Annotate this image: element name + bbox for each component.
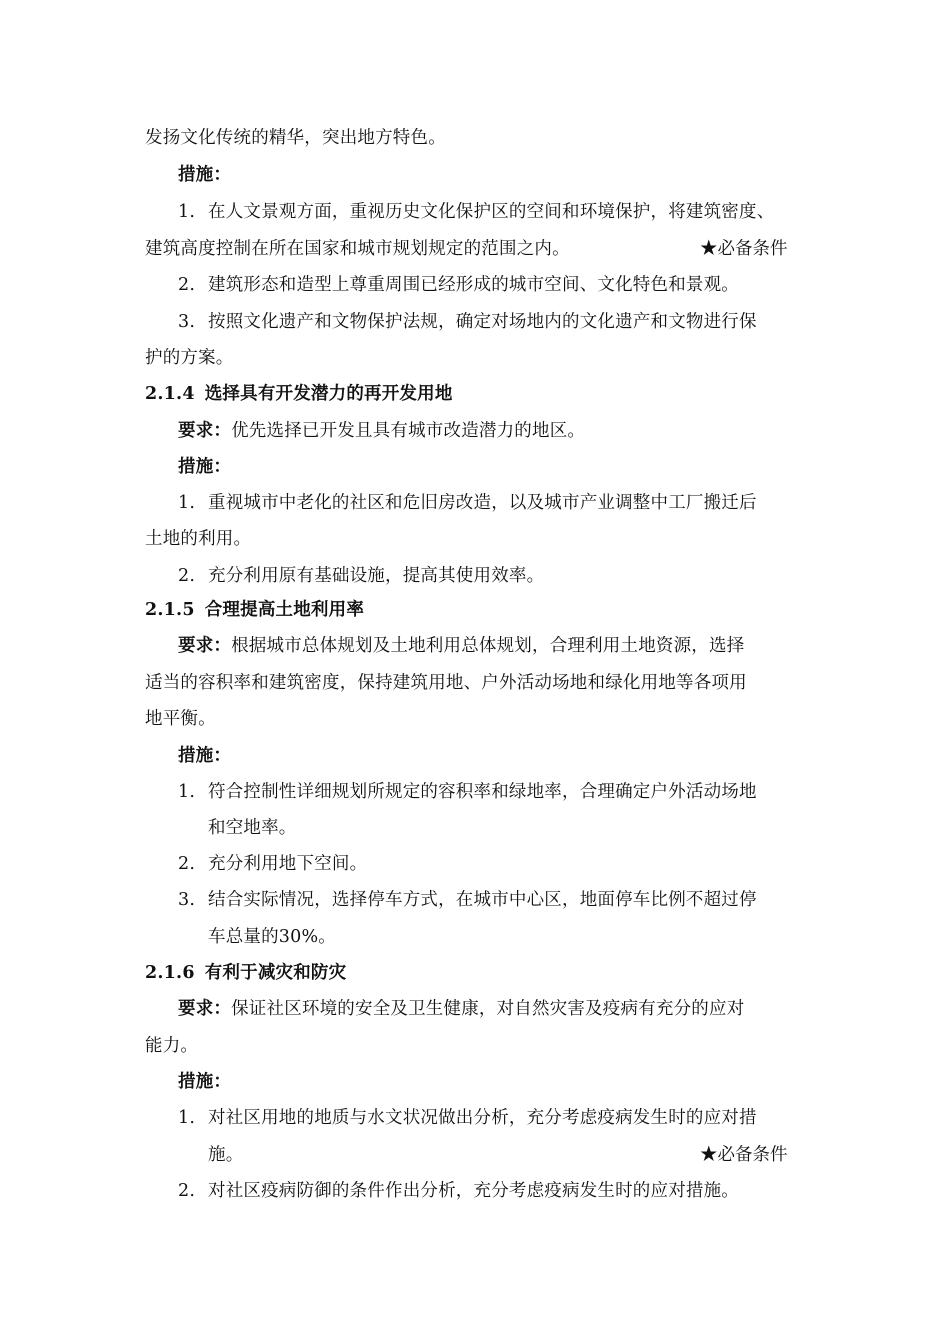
list-text: 建筑形态和造型上尊重周围已经形成的城市空间、文化特色和景观。 bbox=[208, 275, 739, 295]
measures-label: 措施： bbox=[178, 457, 232, 477]
list-number: 2. bbox=[178, 275, 196, 295]
list-item bbox=[178, 273, 838, 297]
list-text: 结合实际情况，选择停车方式，在城市中心区，地面停车比例不超过停 bbox=[208, 890, 757, 910]
requirement-label: 要求： bbox=[178, 636, 232, 656]
list-item bbox=[178, 852, 838, 876]
requirement-paragraph bbox=[178, 419, 838, 443]
section-number: 2.1.4 bbox=[145, 384, 195, 404]
list-item bbox=[178, 564, 838, 588]
section-heading bbox=[145, 961, 805, 985]
paragraph-line: 发扬文化传统的精华，突出地方特色。 bbox=[145, 128, 446, 148]
requirement-continuation: 能力。 bbox=[145, 1036, 199, 1056]
list-item-continuation: 建筑高度控制在所在国家和城市规划规定的范围之内。 bbox=[145, 239, 570, 259]
list-number: 3. bbox=[178, 890, 196, 910]
list-item bbox=[178, 888, 838, 912]
list-text: 充分利用地下空间。 bbox=[208, 854, 368, 874]
list-item bbox=[178, 780, 838, 804]
requirement-text: 根据城市总体规划及土地利用总体规划，合理利用土地资源，选择 bbox=[231, 636, 745, 656]
section-title: 选择具有开发潜力的再开发用地 bbox=[204, 384, 453, 404]
list-item-continuation: 和空地率。 bbox=[208, 818, 297, 838]
list-text: 对社区疫病防御的条件作出分析，充分考虑疫病发生时的应对措施。 bbox=[208, 1181, 739, 1201]
required-condition-flag: ★必备条件 bbox=[700, 1145, 788, 1165]
list-number: 2. bbox=[178, 566, 196, 586]
measures-label: 措施： bbox=[178, 165, 232, 185]
list-text: 在人文景观方面，重视历史文化保护区的空间和环境保护，将建筑密度、 bbox=[208, 202, 775, 222]
measures-label: 措施： bbox=[178, 1072, 232, 1092]
section-heading bbox=[145, 598, 805, 622]
requirement-label: 要求： bbox=[178, 999, 232, 1019]
measures-label: 措施： bbox=[178, 746, 232, 766]
list-item-continuation: 护的方案。 bbox=[145, 348, 234, 368]
requirement-text: 保证社区环境的安全及卫生健康，对自然灾害及疫病有充分的应对 bbox=[231, 999, 745, 1019]
requirement-label: 要求： bbox=[178, 421, 232, 441]
list-item-continuation: 施。 bbox=[208, 1145, 244, 1165]
requirement-paragraph bbox=[178, 997, 838, 1021]
list-number: 1. bbox=[178, 782, 196, 802]
list-text: 对社区用地的地质与水文状况做出分析，充分考虑疫病发生时的应对措 bbox=[208, 1108, 757, 1128]
required-condition-flag: ★必备条件 bbox=[700, 239, 788, 259]
section-number: 2.1.5 bbox=[145, 600, 195, 620]
section-heading bbox=[145, 382, 805, 406]
section-number: 2.1.6 bbox=[145, 963, 195, 983]
list-item bbox=[178, 1106, 838, 1130]
list-item-continuation: 车总量的30%。 bbox=[208, 927, 336, 947]
list-number: 1. bbox=[178, 202, 196, 222]
list-number: 1. bbox=[178, 493, 196, 513]
list-number: 3. bbox=[178, 312, 196, 332]
list-number: 1. bbox=[178, 1108, 196, 1128]
list-number: 2. bbox=[178, 1181, 196, 1201]
list-text: 符合控制性详细规划所规定的容积率和绿地率，合理确定户外活动场地 bbox=[208, 782, 757, 802]
list-item bbox=[178, 1179, 838, 1203]
list-number: 2. bbox=[178, 854, 196, 874]
section-title: 有利于减灾和防灾 bbox=[204, 963, 347, 983]
list-item bbox=[178, 310, 838, 334]
list-item-continuation: 土地的利用。 bbox=[145, 529, 252, 549]
list-text: 按照文化遗产和文物保护法规，确定对场地内的文化遗产和文物进行保 bbox=[208, 312, 757, 332]
list-text: 充分利用原有基础设施，提高其使用效率。 bbox=[208, 566, 545, 586]
list-item bbox=[178, 491, 838, 515]
requirement-text: 优先选择已开发且具有城市改造潜力的地区。 bbox=[231, 421, 586, 441]
requirement-continuation: 适当的容积率和建筑密度，保持建筑用地、户外活动场地和绿化用地等各项用 bbox=[145, 673, 747, 693]
section-title: 合理提高土地利用率 bbox=[204, 600, 365, 620]
list-text: 重视城市中老化的社区和危旧房改造，以及城市产业调整中工厂搬迁后 bbox=[208, 493, 757, 513]
requirement-paragraph bbox=[178, 634, 838, 658]
requirement-continuation: 地平衡。 bbox=[145, 709, 216, 729]
list-item bbox=[178, 200, 838, 224]
